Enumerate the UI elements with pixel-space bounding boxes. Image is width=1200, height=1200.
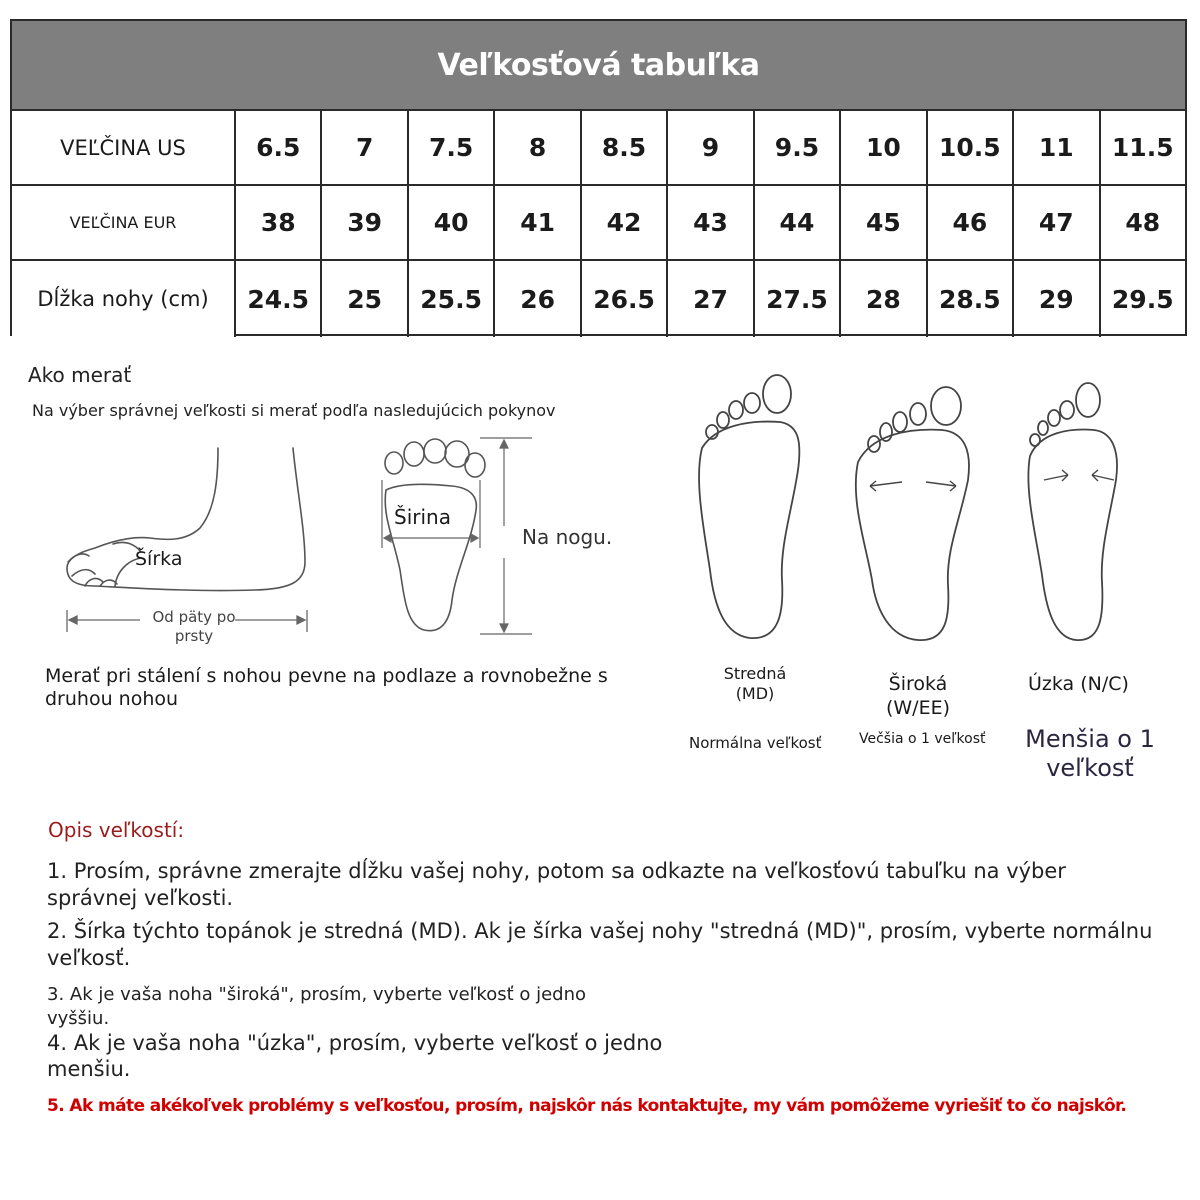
table-cell: 24.5 — [236, 261, 322, 337]
side-width-label: Šírka — [135, 548, 183, 570]
table-cell: 27.5 — [755, 261, 841, 337]
row-foot-length — [12, 261, 1185, 337]
size-table — [10, 19, 1187, 336]
table-cell: 8.5 — [582, 111, 668, 184]
row-label: Dĺžka nohy (cm) — [12, 261, 236, 337]
measure-note: Merať pri stálení s nohou pevne na podlaze a rovnobežne s druhou nohou — [45, 665, 608, 710]
table-cell: 9 — [668, 111, 754, 184]
table-cell: 10.5 — [928, 111, 1014, 184]
table-cell: 26.5 — [582, 261, 668, 337]
measure-subtitle: Na výber správnej veľkosti si merať podľa nasledujúcich pokynov — [32, 401, 556, 420]
table-cell: 48 — [1125, 208, 1161, 237]
description-item: 4. Ak je vaša noha "úzka", prosím, vyberte veľkosť o jedno menšiu. — [47, 1031, 663, 1081]
heel-to-toe-label: Od päty po prsty — [152, 608, 236, 645]
medium-foot-icon — [699, 375, 799, 638]
table-cell: 47 — [1014, 186, 1100, 259]
measure-title: Ako merať — [28, 363, 132, 387]
foot-length-label: Na nogu. — [522, 525, 613, 549]
table-cell: 39 — [322, 186, 408, 259]
table-cell: 29 — [1014, 261, 1100, 337]
table-cell: 25 — [322, 261, 408, 337]
sole-width-label: Širina — [394, 505, 451, 529]
table-cell: 8 — [495, 111, 581, 184]
table-cell: 7.5 — [409, 111, 495, 184]
table-cell: 7 — [322, 111, 408, 184]
table-cell: 10 — [841, 111, 927, 184]
wide-foot-icon — [856, 387, 969, 640]
table-cell: 26 — [495, 261, 581, 337]
description-title: Opis veľkostí: — [48, 818, 185, 842]
footprint-measure-illustration — [372, 430, 547, 640]
row-eur-size — [12, 186, 1185, 261]
narrow-width-advice: Menšia o 1 veľkosť — [1025, 725, 1155, 782]
table-cell: 28.5 — [928, 261, 1014, 337]
table-cell: 41 — [495, 186, 581, 259]
table-cell: 25.5 — [409, 261, 495, 337]
description-item: 2. Šírka týchto topánok je stredná (MD). Ak je šírka vašej nohy "stredná (MD)", prosím, vyberte normálnu veľkosť. — [47, 919, 1153, 970]
table-cell: 45 — [841, 186, 927, 259]
table-cell: 40 — [409, 186, 495, 259]
table-cell: 28 — [841, 261, 927, 337]
table-cell: 11.5 — [1111, 133, 1174, 162]
medium-width-label: Stredná (MD) — [723, 664, 787, 703]
foot-width-illustrations — [680, 370, 1180, 655]
wide-width-advice: Večšia o 1 veľkosť — [859, 731, 986, 747]
row-label: VEĽČINA EUR — [12, 186, 236, 259]
narrow-foot-icon — [1028, 383, 1117, 640]
table-cell: 42 — [582, 186, 668, 259]
narrow-width-label: Úzka (N/C) — [1028, 673, 1129, 695]
description-item: 3. Ak je vaša noha "široká", prosím, vyberte veľkosť o jedno vyššiu. — [47, 984, 587, 1029]
wide-width-label: Široká (W/EE) — [885, 673, 951, 719]
description-item: 1. Prosím, správne zmerajte dĺžku vašej nohy, potom sa odkazte na veľkosťovú tabuľku na výber správnej veľkosti. — [47, 859, 1066, 910]
table-cell: 6.5 — [236, 111, 322, 184]
table-cell: 27 — [668, 261, 754, 337]
contact-warning: 5. Ak máte akékoľvek problémy s veľkosťou, prosím, najskôr nás kontaktujte, my vám pomôžeme vyriešiť to čo najskôr. — [47, 1096, 1127, 1116]
row-label: VEĽČINA US — [12, 111, 236, 184]
table-cell: 11 — [1014, 111, 1100, 184]
medium-width-advice: Normálna veľkosť — [689, 734, 822, 752]
table-cell: 43 — [668, 186, 754, 259]
table-cell: 44 — [755, 186, 841, 259]
row-us-size — [12, 111, 1185, 186]
table-cell: 46 — [928, 186, 1014, 259]
table-cell: 29.5 — [1111, 284, 1174, 314]
table-cell: 9.5 — [755, 111, 841, 184]
table-cell: 38 — [236, 186, 322, 259]
table-title: Veľkosťová tabuľka — [12, 21, 1185, 111]
